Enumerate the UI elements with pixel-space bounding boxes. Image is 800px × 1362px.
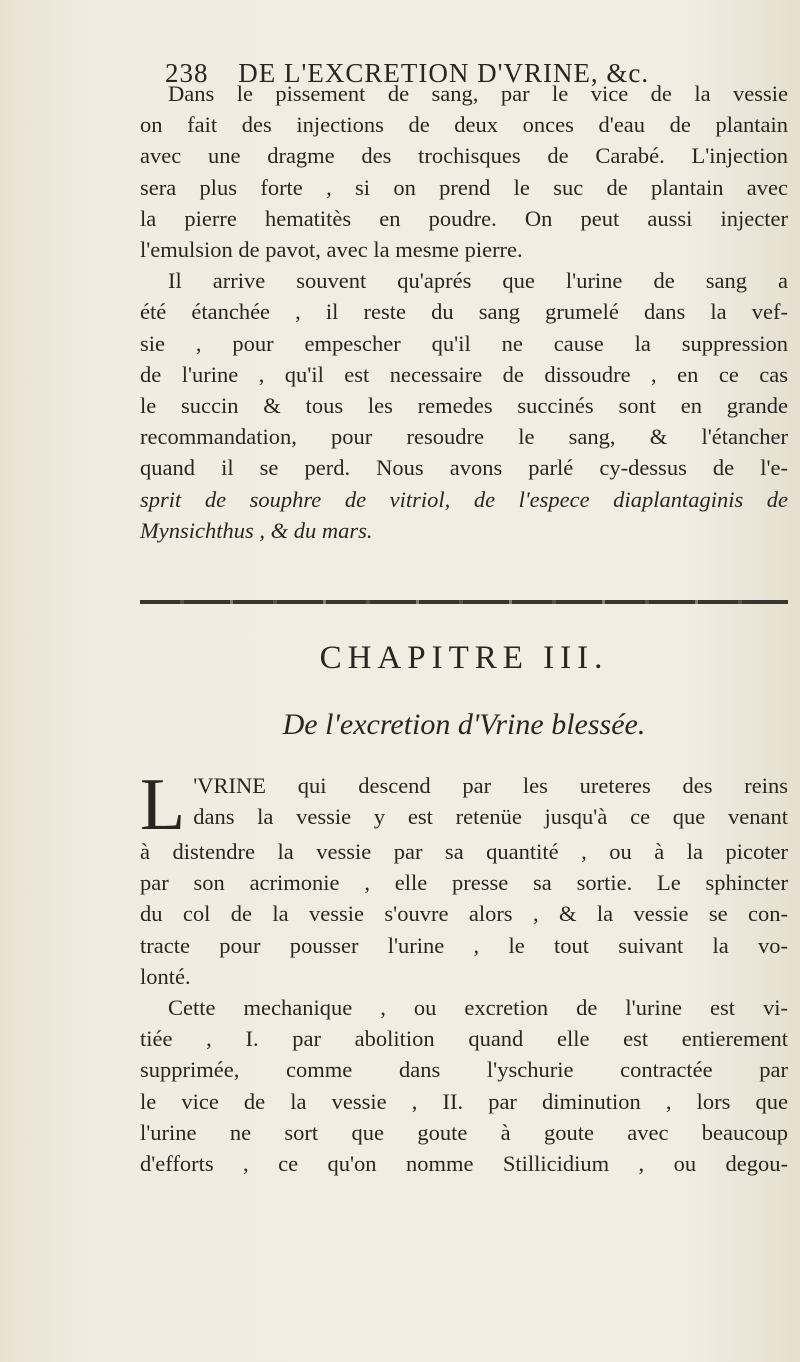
text-line: de l'urine , qu'il est necessaire de dissoudre , en ce cas <box>140 361 788 387</box>
text-line: dans la vessie y est retenüe jusqu'à ce que venant <box>193 804 788 830</box>
text-line: à distendre la vessie par sa quantité , ou à la picoter <box>140 839 788 864</box>
chapter-heading: CHAPITRE III. <box>319 640 609 676</box>
text-line: sera plus forte , si on prend le suc de plantain avec <box>140 174 788 200</box>
text-line: d'efforts , ce qu'on nomme Stillicidium , ou degou- <box>140 1151 788 1177</box>
text-line: 'VRINE qui descend par les ureteres des reins <box>193 773 788 798</box>
text-line: la pierre hematitès en poudre. On peut aussi injecter <box>140 205 788 231</box>
text-line: le vice de la vessie , II. par diminution , lors que <box>140 1088 788 1114</box>
paragraph-4 <box>140 992 788 1179</box>
text-line: l'emulsion de pavot, avec la mesme pierre. <box>140 237 523 263</box>
running-title: DE L'EXCRETION D'VRINE, &c. <box>238 58 650 88</box>
paragraph-1 <box>140 78 788 265</box>
text-line: recommandation, pour resoudre le sang, & l'étancher <box>140 424 788 450</box>
paragraph-3 <box>140 764 788 992</box>
text-line: Dans le pissement de sang, par le vice de la vessie <box>168 81 788 106</box>
ornamental-rule <box>140 600 788 604</box>
drop-cap: L <box>140 764 186 846</box>
text-line: par son acrimonie , elle presse sa sortie. Le sphincter <box>140 870 788 896</box>
text-line: on fait des injections de deux onces d'eau de plantain <box>140 112 788 138</box>
text-line: tiée , I. par abolition quand elle est entierement <box>140 1026 788 1052</box>
text-line: lonté. <box>140 963 191 989</box>
text-line: été étanchée , il reste du sang grumelé dans la vef- <box>140 299 788 325</box>
text-line: Il arrive souvent qu'aprés que l'urine de sang a <box>168 268 788 294</box>
paragraph-2 <box>140 265 788 546</box>
text-line: l'urine ne sort que goute à goute avec beaucoup <box>140 1119 788 1145</box>
text-line: tracte pour pousser l'urine , le tout suivant la vo- <box>140 932 788 958</box>
text-line: du col de la vessie s'ouvre alors , & la vessie se con- <box>140 901 788 927</box>
text-line: le succin & tous les remedes succinés sont en grande <box>140 393 788 419</box>
chapter-subtitle: De l'excretion d'Vrine blessée. <box>282 708 646 741</box>
text-block-1 <box>140 78 788 546</box>
text-line: Mynsichthus , & du mars. <box>140 517 373 543</box>
page-number: 238 <box>165 58 209 88</box>
text-line: sie , pour empescher qu'il ne cause la suppression <box>140 330 788 356</box>
text-line: sprit de souphre de vitriol, de l'espece diaplantaginis de <box>140 486 788 512</box>
text-line: supprimée, comme dans l'yschurie contractée par <box>140 1057 788 1083</box>
text-line: quand il se perd. Nous avons parlé cy-dessus de l'e- <box>140 455 788 481</box>
text-line: Cette mechanique , ou excretion de l'urine est vi- <box>168 995 788 1021</box>
text-line: avec une dragme des trochisques de Carabé. L'injection <box>140 143 788 169</box>
text-block-2 <box>140 764 788 1179</box>
